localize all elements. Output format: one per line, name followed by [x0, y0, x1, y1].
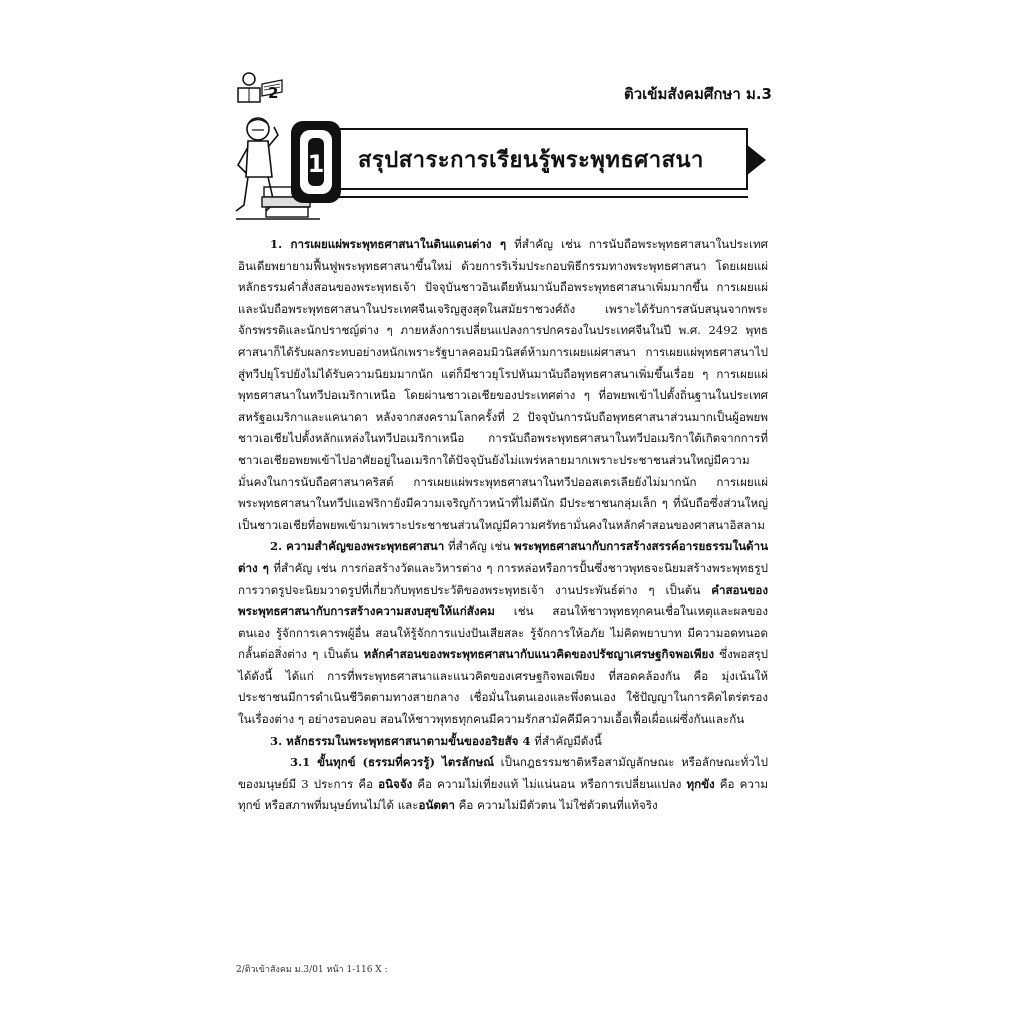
arrow-right-icon	[744, 142, 768, 178]
section-2-text-b: ที่สำคัญ เช่น การก่อสร้างวัดและวิหารต่าง ๆ การหล่อหรือการปั้นซึ่งชาวพุทธจะนิยมสร้างพระพุทธรูป การวาดรูปจะนิยมวาดรูปที่เกี่ยวกับพุทธประวัติของพระพุทธเจ้า งานประพันธ์ต่าง ๆ เป็นต้น	[238, 560, 768, 597]
running-title: ติวเข้มสังคมศึกษา ม.3	[624, 85, 772, 103]
section-3-1-text-a: เป็นกฎธรรมชาติหรือสามัญลักษณะ หรือลักษณะทั่วไปของมนุษย์มี 3 ประการ คือ	[238, 755, 768, 791]
book-reading-icon	[236, 70, 286, 104]
section-2-text-a: ที่สำคัญ เช่น	[444, 539, 515, 554]
section-1-heading: 1. การเผยแผ่พระพุทธศาสนาในดินแดนต่าง ๆ	[270, 237, 507, 251]
section-3-1-bold-a: อนิจจัง	[378, 776, 413, 791]
section-3-text: ที่สำคัญมีดังนี้	[530, 733, 602, 748]
section-2-bold-a: พระพุทธศาสนากับการสร้างสรรค์อารยธรรมในด้านต่าง ๆ	[238, 539, 768, 575]
section-3-1-text-c: คือ ความทุกข์ หรือสภาพที่มนุษย์ทนไม่ได้ และ	[238, 776, 768, 813]
print-footer-note: 2/ติวเข้าสังคม ม.3/01 หน้า 1-116 X :	[236, 965, 388, 975]
section-2-text-c: เช่น สอนให้ชาวพุทธทุกคนเชื่อในเหตุและผลของตนเอง รู้จักการเคารพผู้อื่น สอนให้รู้จักการแบ่งปันเสียสละ รู้จักการให้อภัย ไม่คิดพยาบาท มีความอดทนอดกลั้นต่อสิ่งต่าง ๆ เป็นต้น	[238, 604, 768, 662]
section-3-heading: 3. หลักธรรมในพระพุทธศาสนาตามขั้นของอริยสัจ 4	[270, 733, 531, 748]
chapter-number: 1	[307, 150, 325, 178]
section-1-text: ที่สำคัญ เช่น การนับถือพระพุทธศาสนาในประเทศอินเดียพยายามฟื้นฟูพระพุทธศาสนาขึ้นใหม่ ด้วยการริเริ่มประกอบพิธีกรรมทางพระพุทธศาสนา โดยเผยแผ่หลักธรรมคำสั่งสอนของพระพุทธเจ้า ปัจจุบันชาวอินเดียหันมานับถือพระพุทธศาสนาเพิ่มมากขึ้น การเผยแผ่และนับถือพระพุทธศาสนาในประเทศจีนเจริญสูงสุดในสมัยราชวงศ์ถัง เพราะได้รับการสนับสนุนจากพระจักรพรรดิและนักปราชญ์ต่าง ๆ ภายหลังการเปลี่ยนแปลงการปกครองในประเทศจีนในปี พ.ศ. 2492 พุทธศาสนาก็ได้รับผลกระทบอย่างหนักเพราะรัฐบาลคอมมิวนิสต์ห้ามการเผยแผ่ศาสนา การเผยแผ่พุทธศาสนาไปสู่ทวีปยุโรปยังไม่ได้รับความนิยมมากนัก แต่ก็มีชาวยุโรปหันมานับถือพุทธศาสนาเพิ่มขึ้นเรื่อย ๆ การเผยแผ่พุทธศาสนาในทวีปอเมริกาเหนือ โดยผ่านชาวเอเชียของประเทศต่าง ๆ ที่อพยพเข้าไปตั้งถิ่นฐานในประเทศสหรัฐอเมริกาและแคนาดา หลังจากสงครามโลกครั้งที่ 2 ปัจจุบันการนับถือพุทธศาสนาส่วนมากเป็นผู้อพยพชาวเอเชียไปตั้งหลักแหล่งในทวีปอเมริกาเหนือ การนับถือพระพุทธศาสนาในทวีปอเมริกาใต้เกิดจากการที่ชาวเอเชียอพยพเข้าไปอาศัยอยู่ในอเมริกาใต้ปัจจุบันยังไม่แพร่หลายมากเพราะประชาชนส่วนใหญ่มีความมั่นคงในการนับถือศาสนาคริสต์ การเผยแผ่พระพุทธศาสนาในทวีปออสเตรเลียยังไม่มากนัก การเผยแผ่พระพุทธศาสนาในทวีปแอฟริกายังมีความเจริญก้าวหน้าที่ไม่ดีนัก มีประชาชนกลุ่มเล็ก ๆ ที่นับถือซึ่งส่วนใหญ่เป็นชาวเอเชียที่อพยพเข้ามาเพราะประชาชนส่วนใหญ่มีความศรัทธามั่นคงในหลักคำสอนของศาสนาอิสลาม	[238, 237, 769, 532]
section-3	[238, 731, 768, 753]
section-3-1	[238, 752, 768, 817]
section-1	[238, 234, 768, 536]
section-3-1-text-b: คือ ความไม่เที่ยงแท้ ไม่แน่นอน หรือการเปลี่ยนแปลง	[412, 776, 687, 791]
section-2	[238, 536, 768, 730]
section-2-text-d: ซึ่งพอสรุปได้ดังนี้ ได้แก่ การที่พระพุทธศาสนาและแนวคิดของเศรษฐกิจพอเพียง ที่สอดคล้องกัน คือ มุ่งเน้นให้ประชาชนมีการดำเนินชีวิตตามทางสายกลาง เชื่อมั่นในตนเองและพึ่งตนเอง ใช้ปัญญาในการคิดไตร่ตรองในเรื่องต่าง ๆ อย่างรอบคอบ สอนให้ชาวพุทธทุกคนมีความรักสามัคคีมีความเอื้อเฟื้อเผื่อแผ่ซึ่งกันและกัน	[238, 647, 768, 727]
page-number: 2	[268, 84, 279, 102]
banner-underline	[334, 196, 748, 198]
chapter-title: สรุปสาระการเรียนรู้พระพุทธศาสนา	[358, 147, 704, 173]
section-3-1-bold-c: อนัตตา	[418, 798, 455, 813]
section-2-heading: 2. ความสำคัญของพระพุทธศาสนา	[270, 539, 445, 554]
section-3-1-text-d: คือ ความไม่มีตัวตน ไม่ใช่ตัวตนที่แท้จริง	[454, 798, 658, 813]
chapter-title-box	[334, 128, 748, 190]
section-3-1-heading: 3.1 ขั้นทุกข์ (ธรรมที่ควรรู้) ไตรลักษณ์	[290, 755, 495, 770]
body-text	[238, 234, 768, 817]
section-2-bold-c: หลักคำสอนของพระพุทธศาสนากับแนวคิดของปรัชญาเศรษฐกิจพอเพียง	[363, 647, 714, 662]
section-2-bold-b: คำสอนของพระพุทธศาสนากับการสร้างความสงบสุขให้แก่สังคม	[238, 582, 768, 619]
section-3-1-bold-b: ทุกขัง	[686, 776, 715, 791]
